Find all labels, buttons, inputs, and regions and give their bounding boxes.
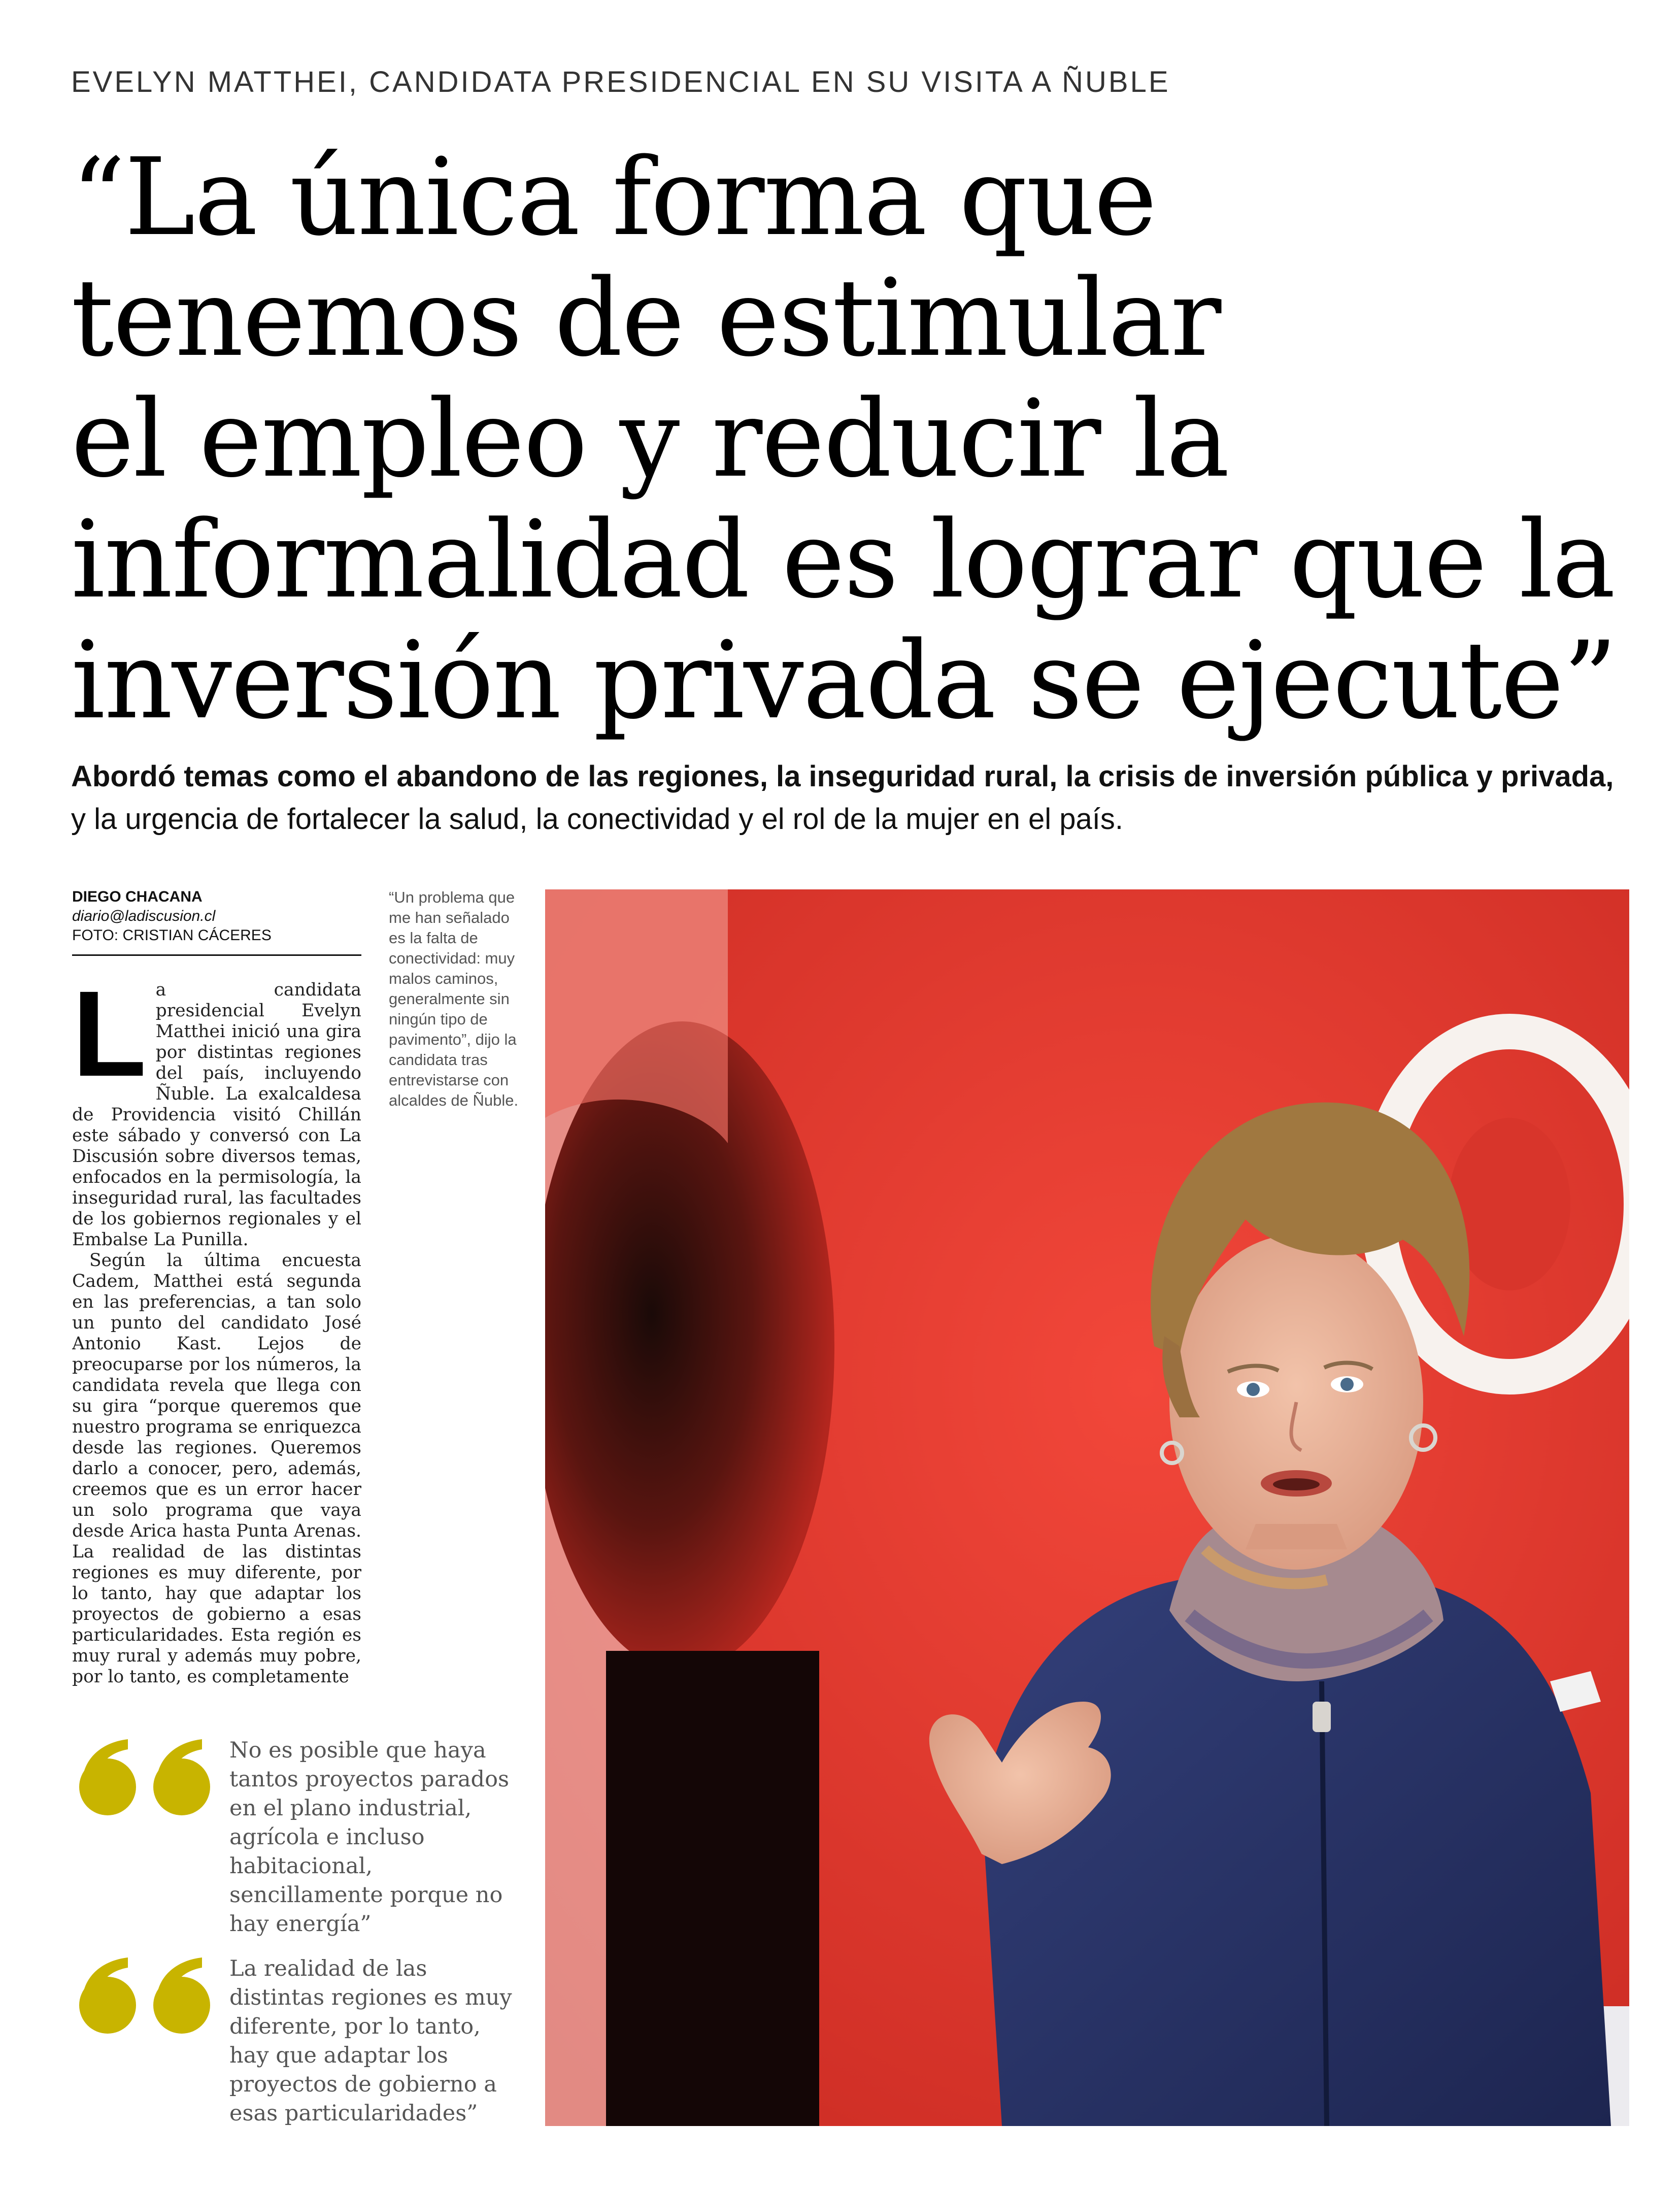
headline-line: el empleo y reducir la xyxy=(71,377,1229,501)
headline-line: inversión privada se ejecute” xyxy=(71,618,1617,743)
headline-line: tenemos de estimular xyxy=(71,256,1221,380)
drop-cap: L xyxy=(72,980,147,1102)
kicker: EVELYN MATTHEI, CANDIDATA PRESIDENCIAL EN SU VISITA A ÑUBLE xyxy=(71,65,1170,98)
lede-regular: y la urgencia de fortalecer la salud, la conectividad y el rol de la mujer en el país. xyxy=(71,803,1124,836)
article-paragraph xyxy=(72,980,361,1250)
portrait-photo xyxy=(545,889,1629,2126)
byline-author: DIEGO CHACANA xyxy=(72,888,203,905)
headline-line: informalidad es lograr que la xyxy=(71,497,1615,622)
photo-illustration xyxy=(545,889,1629,2126)
byline-divider xyxy=(72,954,361,956)
lede-bold: Abordó temas como el abandono de las regiones, la inseguridad rural, la crisis de inversión pública y privada, xyxy=(71,760,1614,793)
headline-line: “La única forma que xyxy=(71,135,1156,259)
photo-credit: FOTO: CRISTIAN CÁCERES xyxy=(72,927,272,944)
pull-quote-text: La realidad de las distintas regiones es muy diferente, por lo tanto, hay que adaptar los proyectos de gobierno a esas particularidades” xyxy=(229,1956,512,2126)
byline xyxy=(72,887,272,945)
lede xyxy=(71,755,1619,841)
article-paragraph: Según la última encuesta Cadem, Matthei está segunda en las preferencias, a tan solo un punto del candidato José Antonio Kast. Lejos de preocuparse por los números, la candidata revela que llega con su gira “porque queremos que nuestro programa se enriquezca desde las regiones. Queremos darlo a conocer, pero, además, creemos que es un error hacer un solo programa que vaya desde Arica hasta Punta Arenas. La realidad de las distintas regiones es muy diferente, por lo tanto, hay que adaptar los proyectos de gobierno a esas particularidades. Esta región es muy rural y además muy pobre, por lo tanto, es completamente xyxy=(72,1250,361,1687)
paragraph-text: a candidata presidencial Evelyn Matthei inició una gira por distintas regiones del país, incluyendo Ñuble. La exalcaldesa de Providencia visitó Chillán este sábado y conversó con La Discusión sobre diversos temas, enfocados en la permisología, la inseguridad rural, las facultades de los gobiernos regionales y el Embalse La Punilla. xyxy=(72,980,361,1250)
quote-mark-icon xyxy=(71,1954,223,2036)
article-body xyxy=(72,980,361,1701)
headline xyxy=(71,137,1665,741)
byline-email: diario@ladiscusion.cl xyxy=(72,908,216,924)
quote-mark-icon xyxy=(71,1736,223,1817)
pull-quote-text: No es posible que haya tantos proyectos parados en el plano industrial, agrícola e incluso habitacional, sencillamente porque no hay energía” xyxy=(229,1738,510,1937)
side-note: “Un problema que me han señalado es la falta de conectividad: muy malos caminos, generalmente sin ningún tipo de pavimento”, dijo la candidata tras entrevistarse con alcaldes de Ñuble. xyxy=(389,888,519,1109)
